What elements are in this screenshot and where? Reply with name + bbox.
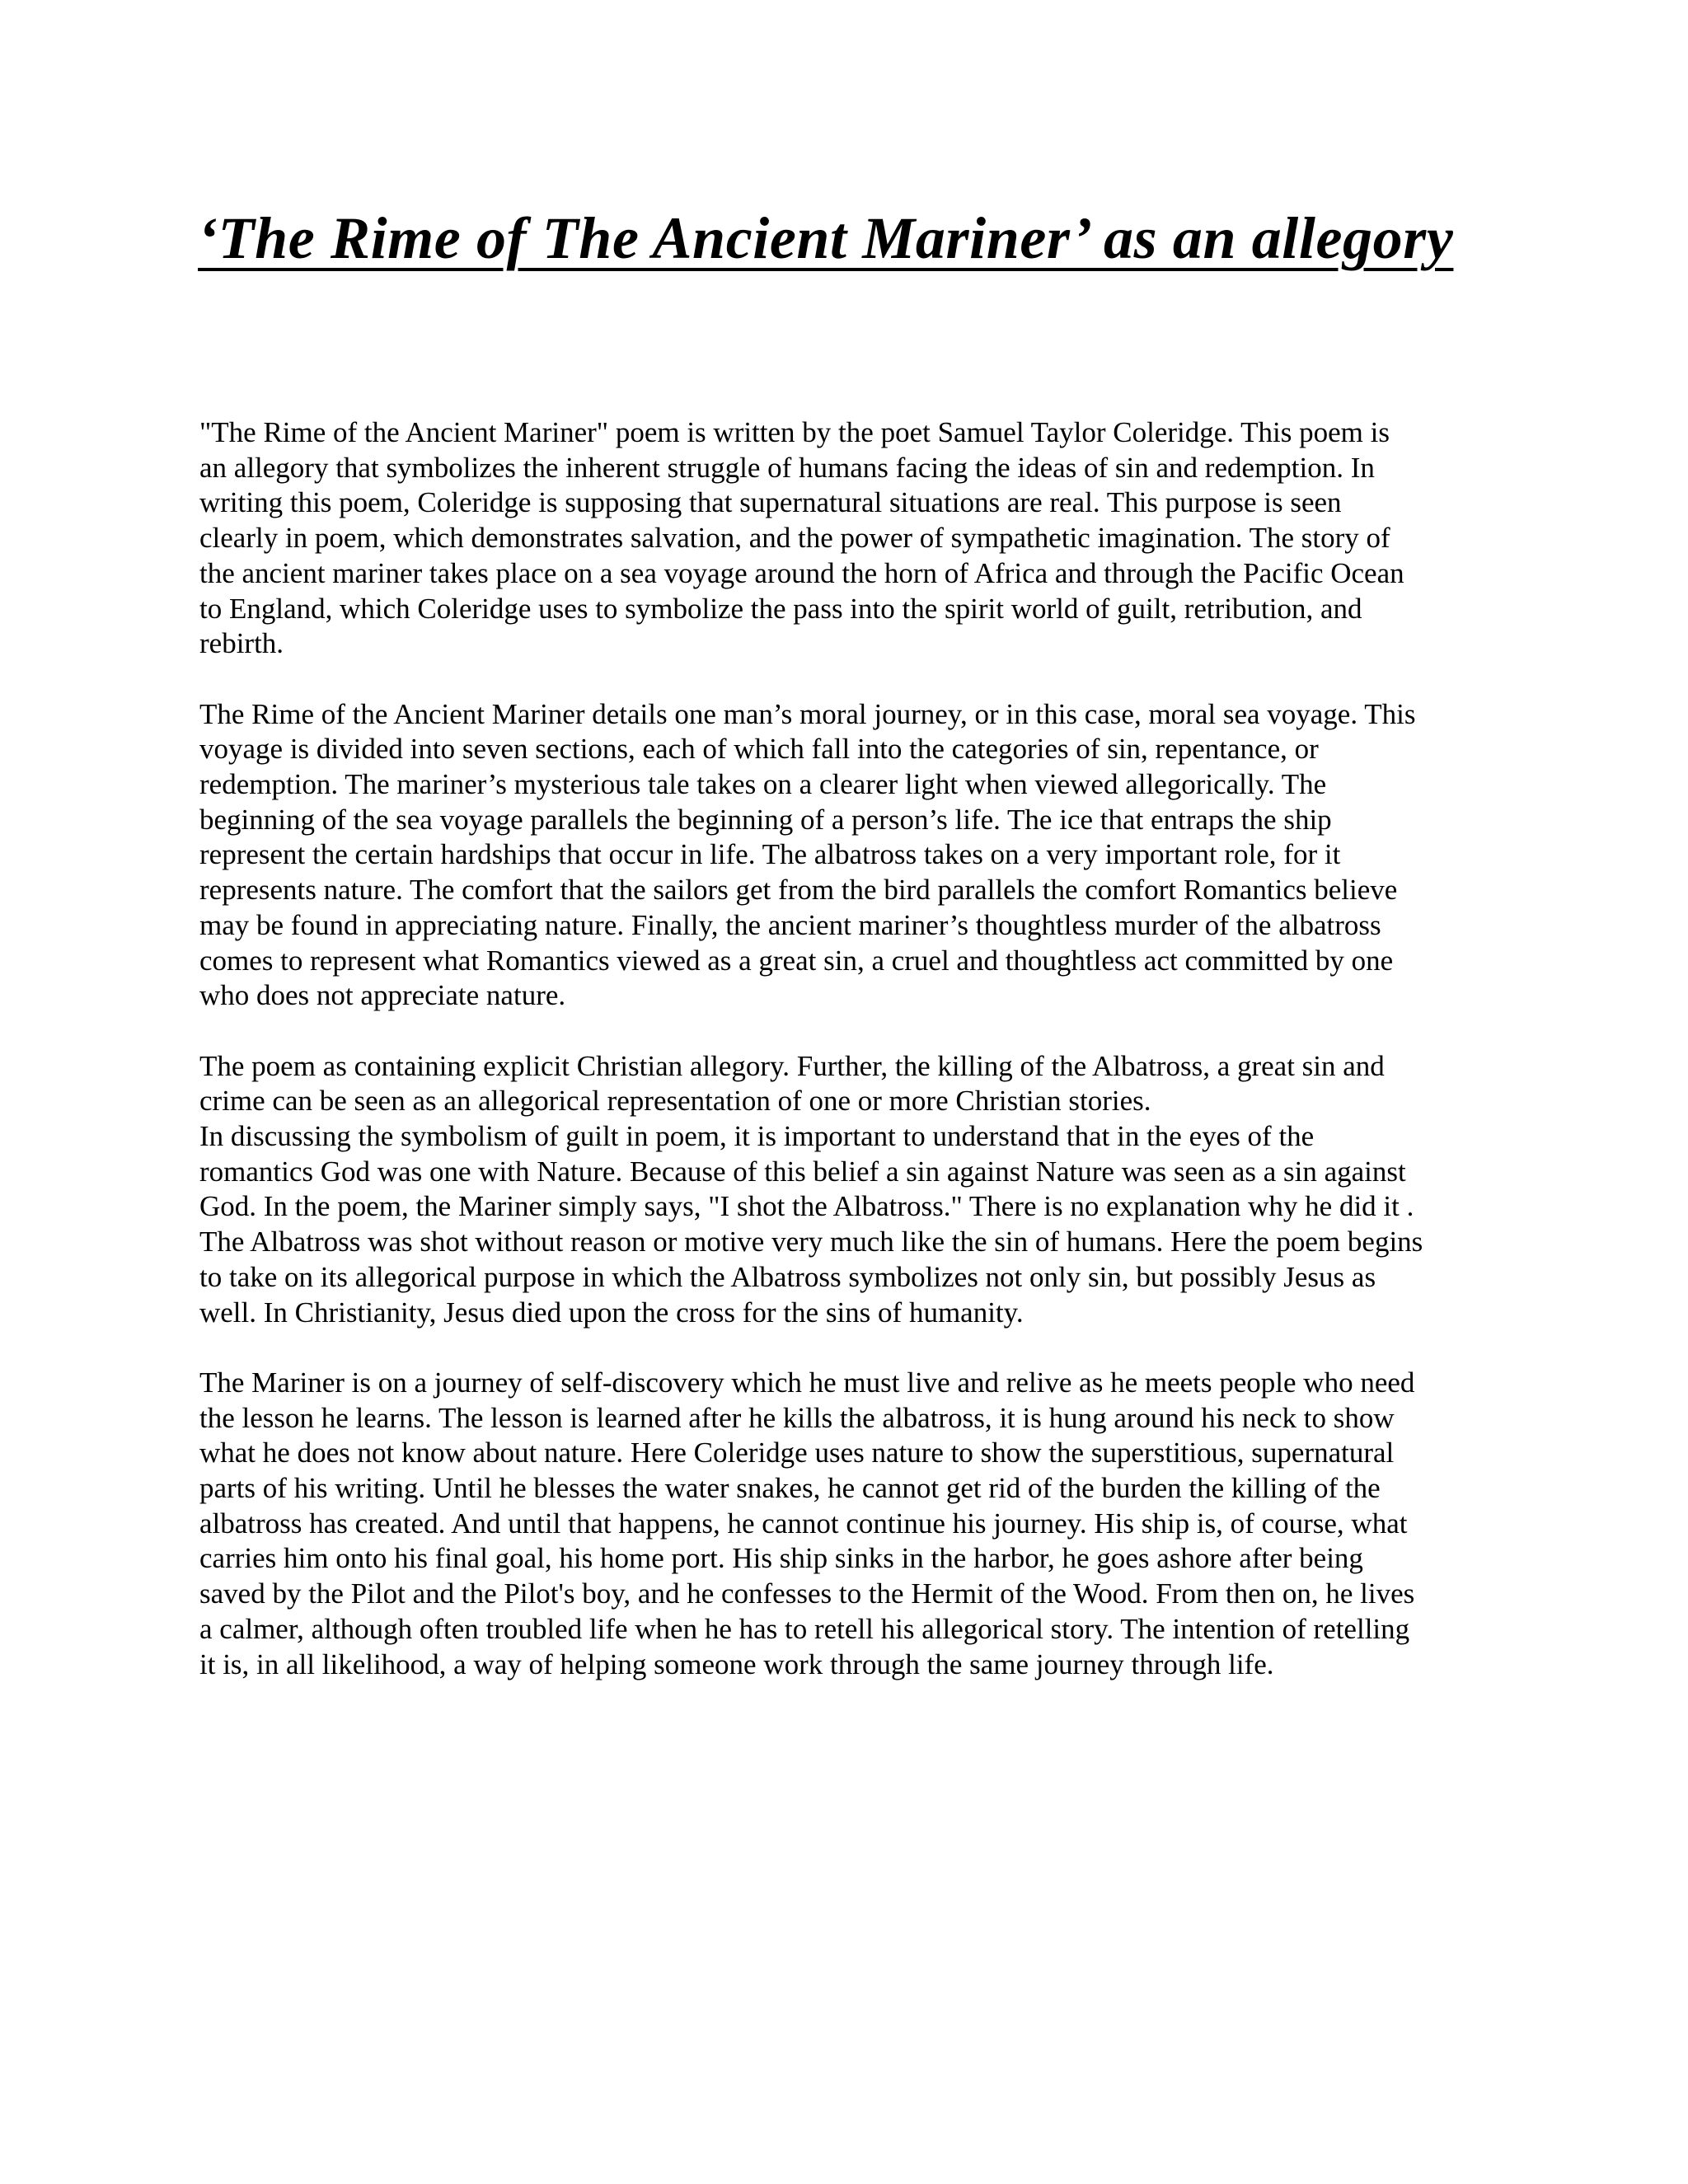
text-line: well. In Christianity, Jesus died upon the cross for the sins of humanity. <box>199 1296 1024 1329</box>
text-line: an allegory that symbolizes the inherent struggle of humans facing the ideas of sin and redemption. In <box>199 451 1375 484</box>
text-line: the ancient mariner takes place on a sea voyage around the horn of Africa and through the Pacific Ocean <box>199 556 1404 589</box>
text-line: "The Rime of the Ancient Mariner" poem is written by the poet Samuel Taylor Coleridge. This poem is <box>199 416 1390 448</box>
text-line: the lesson he learns. The lesson is learned after he kills the albatross, it is hung around his neck to show <box>199 1401 1395 1434</box>
text-line: The Albatross was shot without reason or motive very much like the sin of humans. Here the poem begins <box>199 1226 1423 1258</box>
paragraph-3 <box>199 1049 1502 1331</box>
text-line: represent the certain hardships that occur in life. The albatross takes on a very important role, for it <box>199 838 1341 871</box>
text-line: may be found in appreciating nature. Finally, the ancient mariner’s thoughtless murder of the albatross <box>199 908 1381 941</box>
text-line: redemption. The mariner’s mysterious tale takes on a clearer light when viewed allegorically. The <box>199 768 1327 801</box>
paragraph-spacer <box>199 1014 1502 1049</box>
text-line: to take on its allegorical purpose in which the Albatross symbolizes not only sin, but possibly Jesus as <box>199 1260 1376 1293</box>
paragraph-4 <box>199 1366 1502 1682</box>
text-line: God. In the poem, the Mariner simply says, "I shot the Albatross." There is no explanation why he did it . <box>199 1190 1414 1223</box>
document-body <box>199 415 1502 1682</box>
text-line: clearly in poem, which demonstrates salvation, and the power of sympathetic imagination. The story of <box>199 522 1390 555</box>
text-line: In discussing the symbolism of guilt in poem, it is important to understand that in the eyes of the <box>199 1120 1315 1153</box>
text-line: carries him onto his final goal, his home port. His ship sinks in the harbor, he goes ashore after being <box>199 1542 1363 1575</box>
text-line: what he does not know about nature. Here Coleridge uses nature to show the superstitious, supernatural <box>199 1436 1395 1469</box>
text-line: rebirth. <box>199 627 284 660</box>
text-line: crime can be seen as an allegorical representation of one or more Christian stories. <box>199 1085 1151 1118</box>
text-line: writing this poem, Coleridge is supposing that supernatural situations are real. This purpose is seen <box>199 486 1342 519</box>
text-line: romantics God was one with Nature. Because of this belief a sin against Nature was seen as a sin against <box>199 1155 1406 1188</box>
text-line: represents nature. The comfort that the sailors get from the bird parallels the comfort Romantics believe <box>199 874 1398 907</box>
text-line: beginning of the sea voyage parallels the beginning of a person’s life. The ice that entraps the ship <box>199 803 1332 836</box>
text-line: albatross has created. And until that happens, he cannot continue his journey. His ship is, of course, what <box>199 1507 1408 1540</box>
text-line: The Rime of the Ancient Mariner details one man’s moral journey, or in this case, moral sea voyage. This <box>199 697 1416 730</box>
text-line: comes to represent what Romantics viewed as a great sin, a cruel and thoughtless act committed by one <box>199 944 1394 977</box>
text-line: a calmer, although often troubled life when he has to retell his allegorical story. The intention of retelling <box>199 1612 1410 1645</box>
text-line: voyage is divided into seven sections, each of which fall into the categories of sin, repentance, or <box>199 733 1319 766</box>
text-line: parts of his writing. Until he blesses the water snakes, he cannot get rid of the burden the killing of the <box>199 1472 1381 1505</box>
text-line: who does not appreciate nature. <box>199 979 566 1012</box>
text-line: The Mariner is on a journey of self-discovery which he must live and relive as he meets people who need <box>199 1366 1415 1399</box>
paragraph-2 <box>199 697 1502 1014</box>
document-title: ‘The Rime of The Ancient Mariner’ as an allegory <box>198 205 1454 271</box>
text-line: saved by the Pilot and the Pilot's boy, and he confesses to the Hermit of the Wood. From then on, he lives <box>199 1577 1415 1610</box>
paragraph-spacer <box>199 662 1502 697</box>
text-line: it is, in all likelihood, a way of helping someone work through the same journey through life. <box>199 1647 1274 1680</box>
text-line: to England, which Coleridge uses to symbolize the pass into the spirit world of guilt, retribution, and <box>199 592 1362 625</box>
paragraph-spacer <box>199 1330 1502 1366</box>
text-line: The poem as containing explicit Christian allegory. Further, the killing of the Albatross, a great sin and <box>199 1049 1385 1082</box>
paragraph-1 <box>199 415 1502 662</box>
